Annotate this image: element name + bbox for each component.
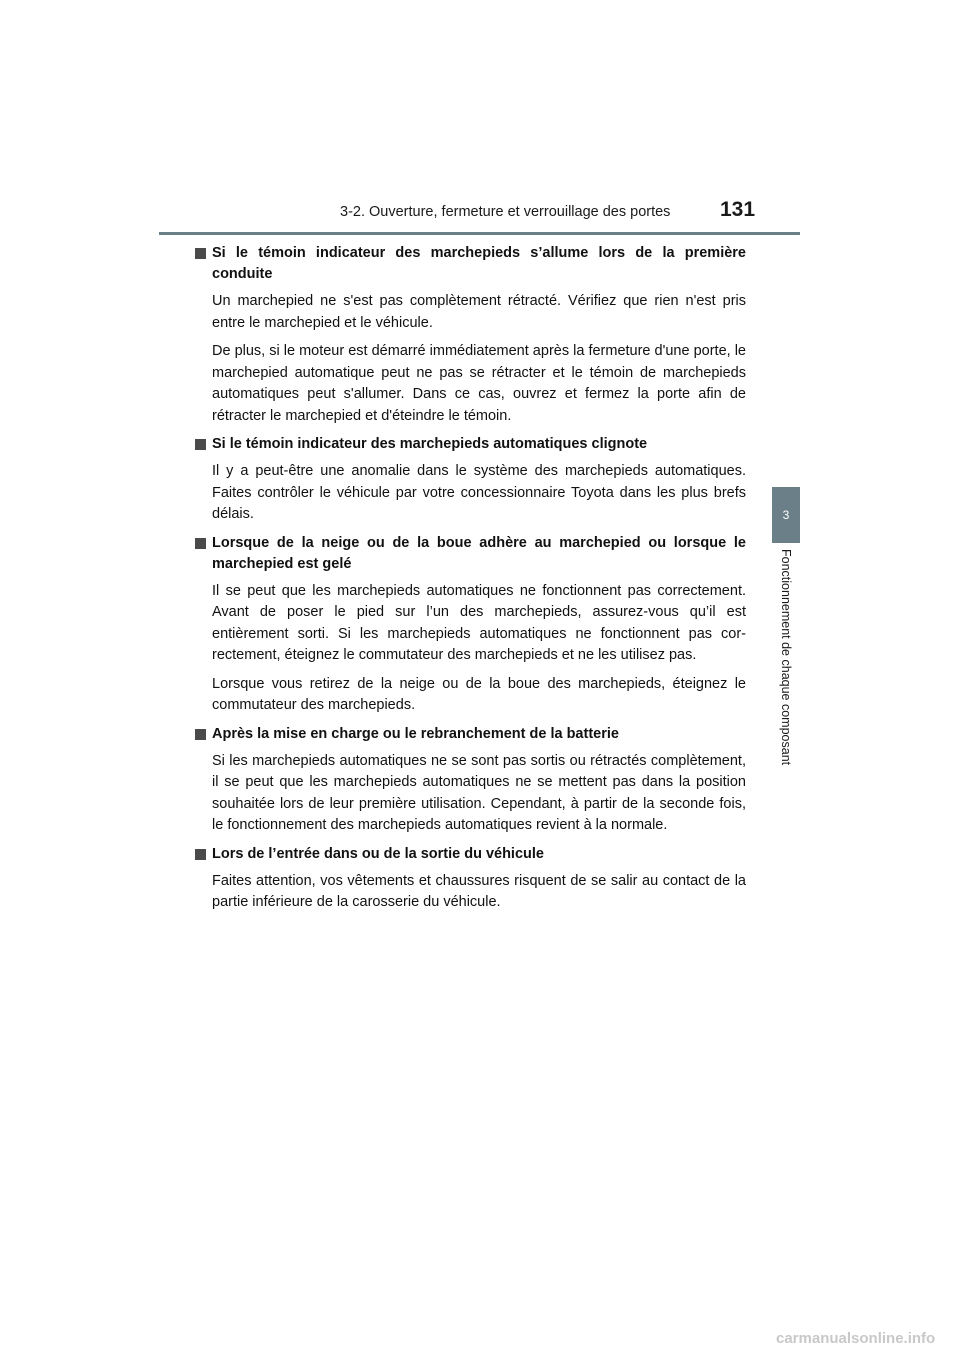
section-heading-text: Lorsque de la neige ou de la boue adhère au marchepied ou lorsque le marchepied est gelé	[212, 534, 746, 572]
section-heading	[212, 724, 746, 745]
section-paragraph: Il y a peut-être une anomalie dans le système des marchepieds automatiques. Faites contrôler le véhicule par votre concessionnaire Toyota dans les plus brefs délais.	[212, 463, 746, 522]
section-heading-text: Si le témoin indicateur des marchepieds automatiques clignote	[212, 436, 648, 452]
section-paragraph: Il se peut que les marchepieds automatiques ne fonctionnent pas correctement. Avant de poser le pied sur l’un des marchepieds, assurez-vous qu’il est entièrement sorti. Si les marchepieds automatiques ne fonctionnent pas correctement, éteignez le commutateur des marchepieds et ne les utilisez pas.	[212, 582, 746, 663]
header-rule	[159, 232, 800, 235]
chapter-title: Fonctionnement de chaque composant	[779, 549, 793, 766]
section-snow-mud-frozen	[212, 533, 746, 717]
watermark-logo: carmanualsonline.info	[776, 1330, 936, 1347]
section-heading-text: Si le témoin indicateur des marchepieds s’allume lors de la première conduite	[212, 245, 746, 282]
square-bullet-icon	[195, 538, 206, 549]
square-bullet-icon	[195, 248, 206, 259]
square-bullet-icon	[195, 439, 206, 450]
square-bullet-icon	[195, 849, 206, 860]
section-heading-text: Lors de l’entrée dans ou de la sortie du véhicule	[212, 845, 544, 862]
section-heading	[212, 434, 746, 455]
page-number: 131	[720, 198, 756, 221]
chapter-tab: 3	[772, 487, 800, 543]
section-entering-exiting	[212, 844, 746, 914]
page-content	[212, 243, 746, 921]
section-heading	[212, 533, 746, 575]
section-paragraph: Lorsque vous retirez de la neige ou de la boue des marchepieds, éteignez le commutateur des marchepieds.	[212, 675, 746, 713]
square-bullet-icon	[195, 729, 206, 740]
section-battery-reconnect	[212, 724, 746, 837]
section-paragraph: Un marchepied ne s'est pas complètement rétracté. Vérifiez que rien n'est pris entre le marchepied et le véhicule.	[212, 293, 746, 331]
section-heading	[212, 243, 746, 285]
section-first-drive	[212, 243, 746, 427]
section-heading-text: Après la mise en charge ou le rebranchement de la batterie	[212, 725, 619, 742]
section-paragraph: De plus, si le moteur est démarré immédiatement après la fermeture d'une porte, le marchepied automatique peut ne pas se rétracter et le témoin de marchepieds automatiques peut s'allumer. Dans ce cas, ouvrez et fermez la porte afin de rétracter le marchepied et d'éteindre le témoin.	[212, 343, 746, 424]
section-paragraph: Faites attention, vos vêtements et chaussures risquent de se salir au contact de la partie inférieure de la carosserie du véhicule.	[212, 872, 746, 910]
section-indicator-blinking	[212, 434, 746, 526]
section-paragraph: Si les marchepieds automatiques ne se sont pas sortis ou rétractés complètement, il se peut que les marchepieds automatiques ne se mettent pas dans la position souhaitée lors de leur première utilisation. Cependant, à partir de la seconde fois, le fonctionnement des marchepieds automatiques revient à la normale.	[212, 752, 746, 833]
header-section-title: 3-2. Ouverture, fermeture et verrouillage des portes	[340, 204, 671, 220]
section-heading	[212, 844, 746, 865]
